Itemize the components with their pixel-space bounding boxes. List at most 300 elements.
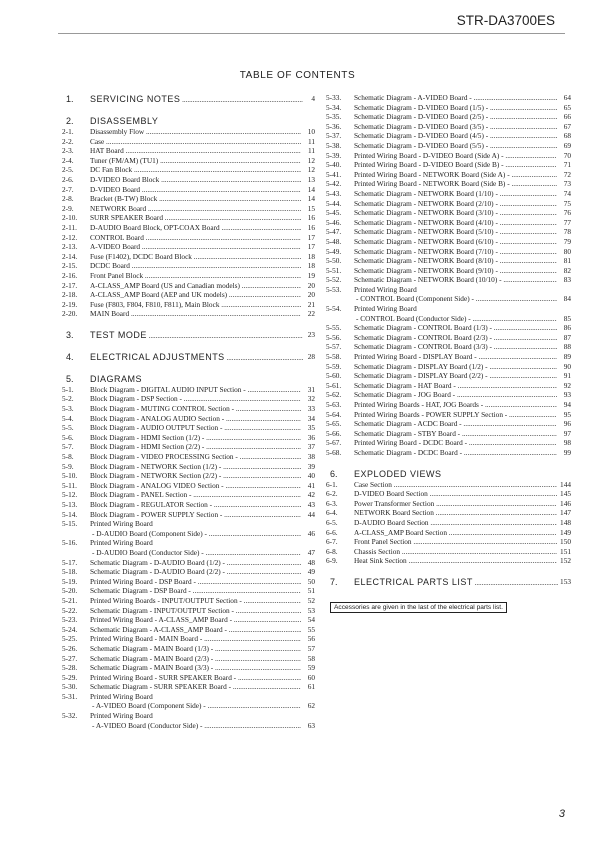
entry-page: 83 xyxy=(557,275,571,285)
toc-entry[interactable] xyxy=(326,362,571,372)
entry-number: 5-59. xyxy=(326,361,342,371)
entry-page: 11 xyxy=(301,137,315,147)
entry-title: Bracket (B-TW) Block xyxy=(90,194,158,204)
toc-entry[interactable] xyxy=(62,711,315,721)
entry-number: 5-45. xyxy=(326,208,342,218)
entry-title: Schematic Diagram - MAIN Board (1/3) - xyxy=(90,643,214,653)
toc-section-1[interactable] xyxy=(62,93,315,105)
diagrams-list-left xyxy=(62,385,315,730)
entry-number: 5-4. xyxy=(62,413,74,423)
toc-entry[interactable] xyxy=(62,404,315,414)
entry-title: Schematic Diagram - MAIN Board (2/3) - xyxy=(90,653,214,663)
entry-number: 5-20. xyxy=(62,586,78,596)
entry-page: 150 xyxy=(557,537,571,547)
entry-title: Block Diagram - DIGITAL AUDIO INPUT Section - xyxy=(90,384,246,394)
entry-title: Schematic Diagram - D-VIDEO Board (2/5) - xyxy=(354,112,489,122)
toc-entry[interactable] xyxy=(326,390,571,400)
toc-section-3[interactable] xyxy=(62,329,315,341)
entry-number: 5-28. xyxy=(62,663,78,673)
entry-number: 5-60. xyxy=(326,371,342,381)
entry-number: 5-17. xyxy=(62,557,78,567)
entry-page: 20 xyxy=(301,281,315,291)
section-number: 7. xyxy=(330,576,338,587)
entry-title: Schematic Diagram - D-VIDEO Board (3/5) - xyxy=(354,121,489,131)
entry-number: 5-55. xyxy=(326,323,342,333)
section-page: 23 xyxy=(307,329,315,339)
entry-number: 5-64. xyxy=(326,409,342,419)
toc-entry[interactable] xyxy=(62,137,315,147)
entry-title: Block Diagram - NETWORK Section (1/2) - xyxy=(90,461,222,471)
entry-title: DCDC Board xyxy=(90,261,130,271)
entry-number: 5-54. xyxy=(326,304,342,314)
entry-number: 6-1. xyxy=(326,479,338,489)
toc-entry[interactable] xyxy=(62,300,315,310)
toc-entry[interactable] xyxy=(326,179,571,189)
entry-title: Schematic Diagram - JOG Board - xyxy=(354,390,456,400)
entry-number: 2-3. xyxy=(62,146,74,156)
toc-entry[interactable] xyxy=(326,323,571,333)
toc-entry[interactable] xyxy=(326,381,571,391)
entry-number: 2-16. xyxy=(62,270,78,280)
entry-number: 2-6. xyxy=(62,174,74,184)
entry-page: 152 xyxy=(557,556,571,566)
entry-page: 75 xyxy=(557,199,571,209)
toc-entry[interactable] xyxy=(62,519,315,529)
entry-page: 63 xyxy=(301,721,315,731)
toc-entry[interactable] xyxy=(62,606,315,616)
toc-entry[interactable] xyxy=(62,165,315,175)
toc-entry[interactable] xyxy=(326,247,571,257)
entry-number: 5-25. xyxy=(62,634,78,644)
entry-title: CONTROL Board xyxy=(90,232,144,242)
entry-page: 57 xyxy=(301,644,315,654)
toc-entry[interactable] xyxy=(326,131,571,141)
entry-page: 14 xyxy=(301,185,315,195)
toc-entry[interactable] xyxy=(326,371,571,381)
entry-page: 15 xyxy=(301,204,315,214)
entry-title: MAIN Board xyxy=(90,309,130,319)
toc-entry[interactable] xyxy=(62,471,315,481)
entry-title: Printed Wiring Board - NETWORK Board (Side A) - xyxy=(354,169,510,179)
entry-page: 88 xyxy=(557,342,571,352)
toc-entry[interactable] xyxy=(62,223,315,233)
toc-entry[interactable] xyxy=(326,285,571,295)
toc-entry[interactable] xyxy=(62,596,315,606)
entry-title: Printed Wiring Board xyxy=(354,304,417,314)
entry-title: Schematic Diagram - DCDC Board - xyxy=(354,447,463,457)
toc-entry[interactable] xyxy=(62,252,315,262)
toc-entry[interactable] xyxy=(62,682,315,692)
entry-title: Schematic Diagram - NETWORK Board (8/10) - xyxy=(354,256,498,266)
toc-entry[interactable] xyxy=(326,112,571,122)
entry-title: Schematic Diagram - D-VIDEO Board (1/5) - xyxy=(354,102,489,112)
entry-page: 91 xyxy=(557,371,571,381)
entry-page: 18 xyxy=(301,261,315,271)
entry-number: 5-1. xyxy=(62,384,74,394)
entry-page: 74 xyxy=(557,189,571,199)
section-number: 1. xyxy=(66,94,74,104)
entry-number: 5-34. xyxy=(326,102,342,112)
entry-number: 5-30. xyxy=(62,682,78,692)
entry-page: 97 xyxy=(557,429,571,439)
entry-page: 12 xyxy=(301,165,315,175)
toc-entry[interactable] xyxy=(62,673,315,683)
entry-number: 5-6. xyxy=(62,432,74,442)
entry-number: 5-41. xyxy=(326,169,342,179)
entry-page: 55 xyxy=(301,625,315,635)
toc-entry[interactable] xyxy=(62,156,315,166)
entry-page: 58 xyxy=(301,654,315,664)
toc-entry[interactable] xyxy=(62,385,315,395)
toc-entry[interactable] xyxy=(326,528,571,538)
toc-entry[interactable] xyxy=(62,442,315,452)
disassembly-list xyxy=(62,127,315,319)
entry-number: 5-8. xyxy=(62,452,74,462)
entry-title: NETWORK Board xyxy=(90,203,147,213)
entry-title: Schematic Diagram - NETWORK Board (1/10) - xyxy=(354,188,498,198)
toc-section-4[interactable] xyxy=(62,351,315,363)
entry-page: 56 xyxy=(301,634,315,644)
toc-entry[interactable] xyxy=(326,537,571,547)
entry-number: 5-42. xyxy=(326,179,342,189)
toc-entry[interactable] xyxy=(62,281,315,291)
toc-entry[interactable] xyxy=(326,237,571,247)
toc-entry[interactable] xyxy=(62,529,315,539)
entry-number: 6-6. xyxy=(326,527,338,537)
entry-title: Case Section xyxy=(354,479,392,489)
entry-page: 17 xyxy=(301,233,315,243)
toc-entry[interactable] xyxy=(62,290,315,300)
toc-entry[interactable] xyxy=(62,204,315,214)
entry-number: 5-62. xyxy=(326,390,342,400)
entry-number: 5-2. xyxy=(62,394,74,404)
entry-title: Printed Wiring Board - A-CLASS_AMP Board - xyxy=(90,615,232,625)
entry-title: Heat Sink Section xyxy=(354,556,407,566)
entry-title: Block Diagram - HDMI Section (1/2) - xyxy=(90,432,205,442)
toc-section-5 xyxy=(62,373,315,385)
entry-number: 5-12. xyxy=(62,490,78,500)
entry-number: 2-12. xyxy=(62,232,78,242)
entry-number: 5-37. xyxy=(326,131,342,141)
entry-number: 2-4. xyxy=(62,155,74,165)
section-title: ELECTRICAL PARTS LIST xyxy=(354,576,473,587)
entry-page: 82 xyxy=(557,266,571,276)
entry-page: 39 xyxy=(301,462,315,472)
entry-number: 6-4. xyxy=(326,508,338,518)
entry-title: Schematic Diagram - HAT Board - xyxy=(354,380,456,390)
entry-page: 13 xyxy=(301,175,315,185)
entry-number: 5-51. xyxy=(326,265,342,275)
entry-title: Schematic Diagram - STBY Board - xyxy=(354,428,461,438)
entry-number: 6-2. xyxy=(326,489,338,499)
entry-title: Block Diagram - DSP Section - xyxy=(90,394,182,404)
entry-title: Tuner (FM/AM) (TU1) xyxy=(90,155,159,165)
toc-entry[interactable] xyxy=(62,481,315,491)
toc-entry[interactable] xyxy=(326,448,571,458)
toc-entry[interactable] xyxy=(62,462,315,472)
entry-title: Front Panel Block xyxy=(90,270,144,280)
entry-page: 12 xyxy=(301,156,315,166)
entry-title: Printed Wiring Board xyxy=(90,538,153,548)
entry-page: 40 xyxy=(301,471,315,481)
toc-entry[interactable] xyxy=(326,342,571,352)
toc-entry[interactable] xyxy=(62,567,315,577)
entry-title: Printed Wiring Boards - POWER SUPPLY Section - xyxy=(354,409,508,419)
entry-title: - A-VIDEO Board (Conductor Side) - xyxy=(92,720,203,730)
toc-entry[interactable] xyxy=(326,314,571,324)
toc-entry[interactable] xyxy=(62,625,315,635)
toc-entry[interactable] xyxy=(326,218,571,228)
entry-number: 5-16. xyxy=(62,538,78,548)
toc-entry[interactable] xyxy=(326,141,571,151)
toc-entry[interactable] xyxy=(326,547,571,557)
toc-entry[interactable] xyxy=(62,634,315,644)
entry-title: Printed Wiring Board - MAIN Board - xyxy=(90,634,203,644)
toc-entry[interactable] xyxy=(62,721,315,731)
toc-entry[interactable] xyxy=(62,271,315,281)
entry-number: 6-3. xyxy=(326,498,338,508)
entry-page: 37 xyxy=(301,442,315,452)
section-title: TEST MODE xyxy=(90,329,147,340)
section-title: SERVICING NOTES xyxy=(90,94,181,104)
toc-entry[interactable] xyxy=(62,586,315,596)
toc-entry[interactable] xyxy=(62,538,315,548)
toc-entry[interactable] xyxy=(326,160,571,170)
entry-title: Schematic Diagram - DISPLAY Board (2/2) - xyxy=(354,371,488,381)
entry-page: 96 xyxy=(557,419,571,429)
entry-title: D-VIDEO Board xyxy=(90,184,141,194)
entry-page: 98 xyxy=(557,438,571,448)
entry-title: HAT Board xyxy=(90,146,124,156)
entry-page: 71 xyxy=(557,160,571,170)
entry-page: 16 xyxy=(301,223,315,233)
entry-title: Printed Wiring Board xyxy=(90,691,153,701)
entry-number: 5-3. xyxy=(62,404,74,414)
toc-entry[interactable] xyxy=(62,423,315,433)
entry-page: 43 xyxy=(301,500,315,510)
section-title: DIAGRAMS xyxy=(90,373,143,384)
entry-number: 5-15. xyxy=(62,519,78,529)
toc-entry[interactable] xyxy=(62,261,315,271)
entry-title: Schematic Diagram - NETWORK Board (7/10) - xyxy=(354,246,498,256)
toc-entry[interactable] xyxy=(62,414,315,424)
entry-number: 2-14. xyxy=(62,251,78,261)
entry-page: 94 xyxy=(557,400,571,410)
entry-page: 72 xyxy=(557,170,571,180)
entry-page: 22 xyxy=(301,309,315,319)
toc-entry[interactable] xyxy=(62,500,315,510)
toc-entry[interactable] xyxy=(326,189,571,199)
toc-entry[interactable] xyxy=(326,438,571,448)
entry-title: Block Diagram - MUTING CONTROL Section - xyxy=(90,404,235,414)
toc-entry[interactable] xyxy=(62,394,315,404)
toc-entry[interactable] xyxy=(326,518,571,528)
entry-number: 5-23. xyxy=(62,615,78,625)
entry-number: 5-40. xyxy=(326,160,342,170)
toc-entry[interactable] xyxy=(62,510,315,520)
toc-entry[interactable] xyxy=(326,122,571,132)
section-number: 2. xyxy=(66,116,74,126)
toc-entry[interactable] xyxy=(62,175,315,185)
toc-entry[interactable] xyxy=(62,654,315,664)
toc-section-7[interactable] xyxy=(326,576,571,588)
toc-entry[interactable] xyxy=(326,556,571,566)
toc-entry[interactable] xyxy=(62,194,315,204)
toc-entry[interactable] xyxy=(62,577,315,587)
entry-page: 84 xyxy=(557,294,571,304)
toc-entry[interactable] xyxy=(326,489,571,499)
entry-number: 5-29. xyxy=(62,672,78,682)
toc-entry[interactable] xyxy=(62,615,315,625)
header-rule xyxy=(58,33,565,34)
entry-title: Schematic Diagram - DISPLAY Board (1/2) - xyxy=(354,361,488,371)
entry-page: 99 xyxy=(557,448,571,458)
entry-number: 5-13. xyxy=(62,500,78,509)
entry-title: Schematic Diagram - ACDC Board - xyxy=(354,419,462,429)
entry-title: Printed Wiring Board - D-VIDEO Board (Side A) - xyxy=(354,150,504,160)
toc-entry[interactable] xyxy=(326,199,571,209)
entry-page: 32 xyxy=(301,394,315,404)
toc-entry[interactable] xyxy=(326,429,571,439)
toc-entry[interactable] xyxy=(62,185,315,195)
entry-number: 5-46. xyxy=(326,217,342,227)
entry-title: A-CLASS_AMP Board (AEP and UK models) xyxy=(90,290,228,300)
section-title: EXPLODED VIEWS xyxy=(354,468,442,479)
entry-page: 51 xyxy=(301,586,315,596)
entry-title: Schematic Diagram - NETWORK Board (5/10) - xyxy=(354,227,498,237)
toc-entry[interactable] xyxy=(326,352,571,362)
section-page: 4 xyxy=(311,94,315,103)
entry-page: 53 xyxy=(301,606,315,616)
toc-entry[interactable] xyxy=(62,644,315,654)
toc-entry[interactable] xyxy=(326,304,571,314)
section-page: 153 xyxy=(560,576,571,586)
toc-entry[interactable] xyxy=(62,452,315,462)
toc-entry[interactable] xyxy=(326,294,571,304)
toc-entry[interactable] xyxy=(326,266,571,276)
toc-entry[interactable] xyxy=(326,227,571,237)
entry-title: Printed Wiring Board - NETWORK Board (Side B) - xyxy=(354,179,510,189)
entry-page: 14 xyxy=(301,194,315,204)
toc-entry[interactable] xyxy=(326,480,571,490)
entry-page: 64 xyxy=(557,93,571,103)
entry-number: 5-67. xyxy=(326,438,342,448)
entry-page: 59 xyxy=(301,663,315,673)
entry-number: 2-11. xyxy=(62,222,77,232)
entry-title: Block Diagram - VIDEO PROCESSING Section - xyxy=(90,452,238,462)
entry-title: Schematic Diagram - NETWORK Board (2/10) - xyxy=(354,198,498,208)
toc-entry[interactable] xyxy=(326,419,571,429)
entry-title: Schematic Diagram - A-VIDEO Board - xyxy=(354,93,472,102)
toc-entry[interactable] xyxy=(62,490,315,500)
entry-number: 2-15. xyxy=(62,261,78,271)
entry-title: Fuse (F1402), DCDC Board Block xyxy=(90,251,192,261)
entry-page: 19 xyxy=(301,271,315,281)
toc-entry[interactable] xyxy=(326,256,571,266)
entry-number: 5-31. xyxy=(62,691,78,701)
entry-title: Schematic Diagram - DSP Board - xyxy=(90,586,191,596)
toc-entry[interactable] xyxy=(62,701,315,711)
entry-title: D-AUDIO Board Section xyxy=(354,517,429,527)
entry-number: 5-35. xyxy=(326,112,342,122)
toc-entry[interactable] xyxy=(326,208,571,218)
toc-entry[interactable] xyxy=(326,151,571,161)
entry-title: D-VIDEO Board Section xyxy=(354,489,428,499)
entry-number: 5-11. xyxy=(62,480,77,490)
toc-entry[interactable] xyxy=(326,400,571,410)
entry-number: 5-32. xyxy=(62,711,78,721)
toc-section-6 xyxy=(326,468,571,480)
toc-entry[interactable] xyxy=(326,170,571,180)
toc-entry[interactable] xyxy=(326,508,571,518)
entry-number: 5-53. xyxy=(326,284,342,294)
entry-page: 78 xyxy=(557,227,571,237)
entry-page: 17 xyxy=(301,242,315,252)
toc-entry[interactable] xyxy=(62,433,315,443)
entry-page: 70 xyxy=(557,151,571,161)
toc-entry[interactable] xyxy=(62,233,315,243)
entry-title: Schematic Diagram - A-CLASS_AMP Board - xyxy=(90,624,227,634)
toc-entry[interactable] xyxy=(62,127,315,137)
entry-page: 21 xyxy=(301,300,315,310)
entry-number: 2-20. xyxy=(62,309,78,319)
toc-entry[interactable] xyxy=(62,242,315,252)
toc-entry[interactable] xyxy=(62,146,315,156)
toc-entry[interactable] xyxy=(326,93,571,103)
entry-number: 2-7. xyxy=(62,184,74,194)
entry-page: 90 xyxy=(557,362,571,372)
entry-page: 79 xyxy=(557,237,571,247)
entry-page: 73 xyxy=(557,179,571,189)
entry-page: 92 xyxy=(557,381,571,391)
entry-title: Disassembly Flow xyxy=(90,127,145,136)
toc-entry[interactable] xyxy=(326,275,571,285)
toc-entry[interactable] xyxy=(62,309,315,319)
entry-number: 2-9. xyxy=(62,203,74,213)
entry-page: 16 xyxy=(301,213,315,223)
entry-number: 5-57. xyxy=(326,342,342,352)
toc-entry[interactable] xyxy=(62,558,315,568)
entry-title: Printed Wiring Board xyxy=(354,284,417,294)
entry-title: Schematic Diagram - D-VIDEO Board (5/5) - xyxy=(354,140,489,150)
toc-entry[interactable] xyxy=(62,692,315,702)
entry-number: 5-48. xyxy=(326,236,342,246)
entry-page: 67 xyxy=(557,122,571,132)
entry-page: 41 xyxy=(301,481,315,491)
entry-number: 5-26. xyxy=(62,643,78,653)
entry-title: Schematic Diagram - NETWORK Board (10/10) - xyxy=(354,275,502,285)
section-number: 6. xyxy=(330,468,338,479)
entry-title: Schematic Diagram - MAIN Board (3/3) - xyxy=(90,663,214,673)
entry-number: 2-18. xyxy=(62,290,78,300)
entry-title: Printed Wiring Boards - HAT, JOG Boards - xyxy=(354,400,484,409)
section-title: DISASSEMBLY xyxy=(90,116,159,126)
toc-entry[interactable] xyxy=(326,103,571,113)
entry-number: 5-61. xyxy=(326,380,342,390)
entry-page: 31 xyxy=(301,385,315,395)
toc-entry[interactable] xyxy=(326,499,571,509)
toc-entry[interactable] xyxy=(62,663,315,673)
toc-entry[interactable] xyxy=(62,213,315,223)
entry-title: SURR SPEAKER Board xyxy=(90,213,163,223)
toc-entry[interactable] xyxy=(62,548,315,558)
toc-entry[interactable] xyxy=(326,410,571,420)
entry-title: Printed Wiring Board xyxy=(90,519,153,529)
entry-number: 5-66. xyxy=(326,428,342,438)
entry-page: 10 xyxy=(301,127,315,137)
entry-number: 2-2. xyxy=(62,136,74,146)
toc-entry[interactable] xyxy=(326,333,571,343)
